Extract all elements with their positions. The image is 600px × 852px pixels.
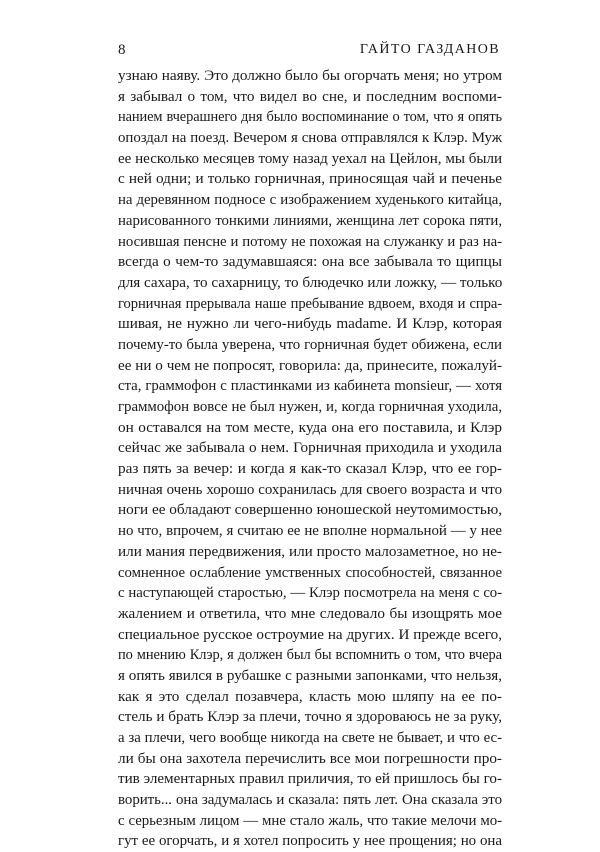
text-line: специальное русское остроумие на других. И прежде всего, — [118, 626, 502, 643]
text-line: всегда о чем-то задумавшаяся: она все забывала то щипцы — [118, 253, 502, 271]
text-line: с серьезным лицом — мне стало жаль, что такие мелочи мо- — [118, 812, 502, 829]
text-line: жалением и ответила, что мне следовало бы изощрять мое — [118, 604, 502, 622]
text-line: горничная прерывала наше пребывание вдвоем, входя и спра- — [118, 295, 502, 312]
text-line: раз пять за вечер: и когда я как-то сказал Клэр, что ее гор- — [118, 460, 502, 478]
text-line: я забывал о том, что видел во сне, и последним воспоми- — [118, 87, 502, 105]
running-head-author: ГАЙТО ГАЗДАНОВ — [359, 42, 500, 57]
body-text — [118, 66, 502, 852]
page-number: 8 — [118, 42, 126, 58]
text-line: я опять явился в рубашке с разными запонками, что нельзя, — [118, 667, 502, 684]
text-line: ее несколько месяцев тому назад уехал на Цейлон, мы были — [118, 150, 502, 167]
text-line: гут ее огорчать, и я хотел попросить у нее прощения; но она — [118, 833, 502, 850]
text-line: опоздал на поезд. Вечером я снова отправлялся к Клэр. Муж — [118, 130, 502, 147]
text-line: нанием вчерашнего дня было воспоминание о том, что я опять — [118, 109, 502, 126]
text-line: ворить... она задумалась и сказала: пять лет. Она сказала это — [118, 792, 502, 809]
text-line: почему-то была уверена, что горничная будет обижена, если — [118, 336, 502, 353]
text-line: узнаю наяву. Это должно было бы огорчать меня; но утром — [118, 67, 502, 84]
text-line: сейчас же забывала о нем. Горничная приходила и уходила — [118, 439, 502, 457]
text-line: он оставался на том месте, куда она его поставила, и Клэр — [118, 418, 502, 436]
text-line: ста, граммофон с пластинками из кабинета monsieur, — хотя — [118, 378, 502, 395]
text-line: а за плечи, чего вообще никогда на свете не бывает, и что ес- — [118, 730, 502, 746]
text-line: ничная очень хорошо сохранилась для своего возраста и что — [118, 481, 502, 498]
text-line: ли бы она захотела перечислить все мои погрешности про- — [118, 749, 502, 767]
text-line: сомненное ослабление умственных способностей, связанное — [118, 564, 502, 581]
text-line: но что, впрочем, я считаю ее не вполне нормальной — у нее — [118, 523, 502, 540]
text-line: граммофон вовсе не был нужен, и, когда горничная уходила, — [118, 399, 502, 415]
text-line: или мания передвижения, или просто малозаметное, но не- — [118, 542, 502, 560]
text-line: тив элементарных правил приличия, то ей пришлось бы го- — [118, 771, 502, 788]
text-line: по мнению Клэр, я должен был бы вспомнить о том, что вчера — [118, 647, 502, 664]
text-line: для сахара, то сахарницу, то блюдечко или ложку, — только — [118, 273, 503, 291]
text-line: нарисованного тонкими линиями, женщина лет сорока пяти, — [118, 212, 502, 229]
text-line: как я это сделал позавчера, класть мою шляпу на ее по- — [118, 687, 502, 705]
text-line: шивая, не нужно ли чего-нибудь madame. И Клэр, которая — [118, 315, 502, 333]
text-line: стель и брать Клэр за плечи, точно я здороваюсь не за руку, — [118, 708, 502, 726]
text-line: на деревянном подносе с изображением худенького китайца, — [118, 192, 502, 209]
text-line: с ней одни; и только горничная, приносящая чай и печенье — [118, 170, 502, 188]
text-line: носившая пенсне и потому не похожая на служанку и раз на- — [118, 233, 502, 250]
text-line: с наступающей старостью, — Клэр посмотрела на меня с со- — [118, 585, 502, 602]
text-line: ее ни о чем не попросят, говорила: да, принесите, пожалуй- — [118, 357, 502, 374]
text-line: ноги ее обладают совершенно юношеской неутомимостью, — [118, 501, 502, 519]
